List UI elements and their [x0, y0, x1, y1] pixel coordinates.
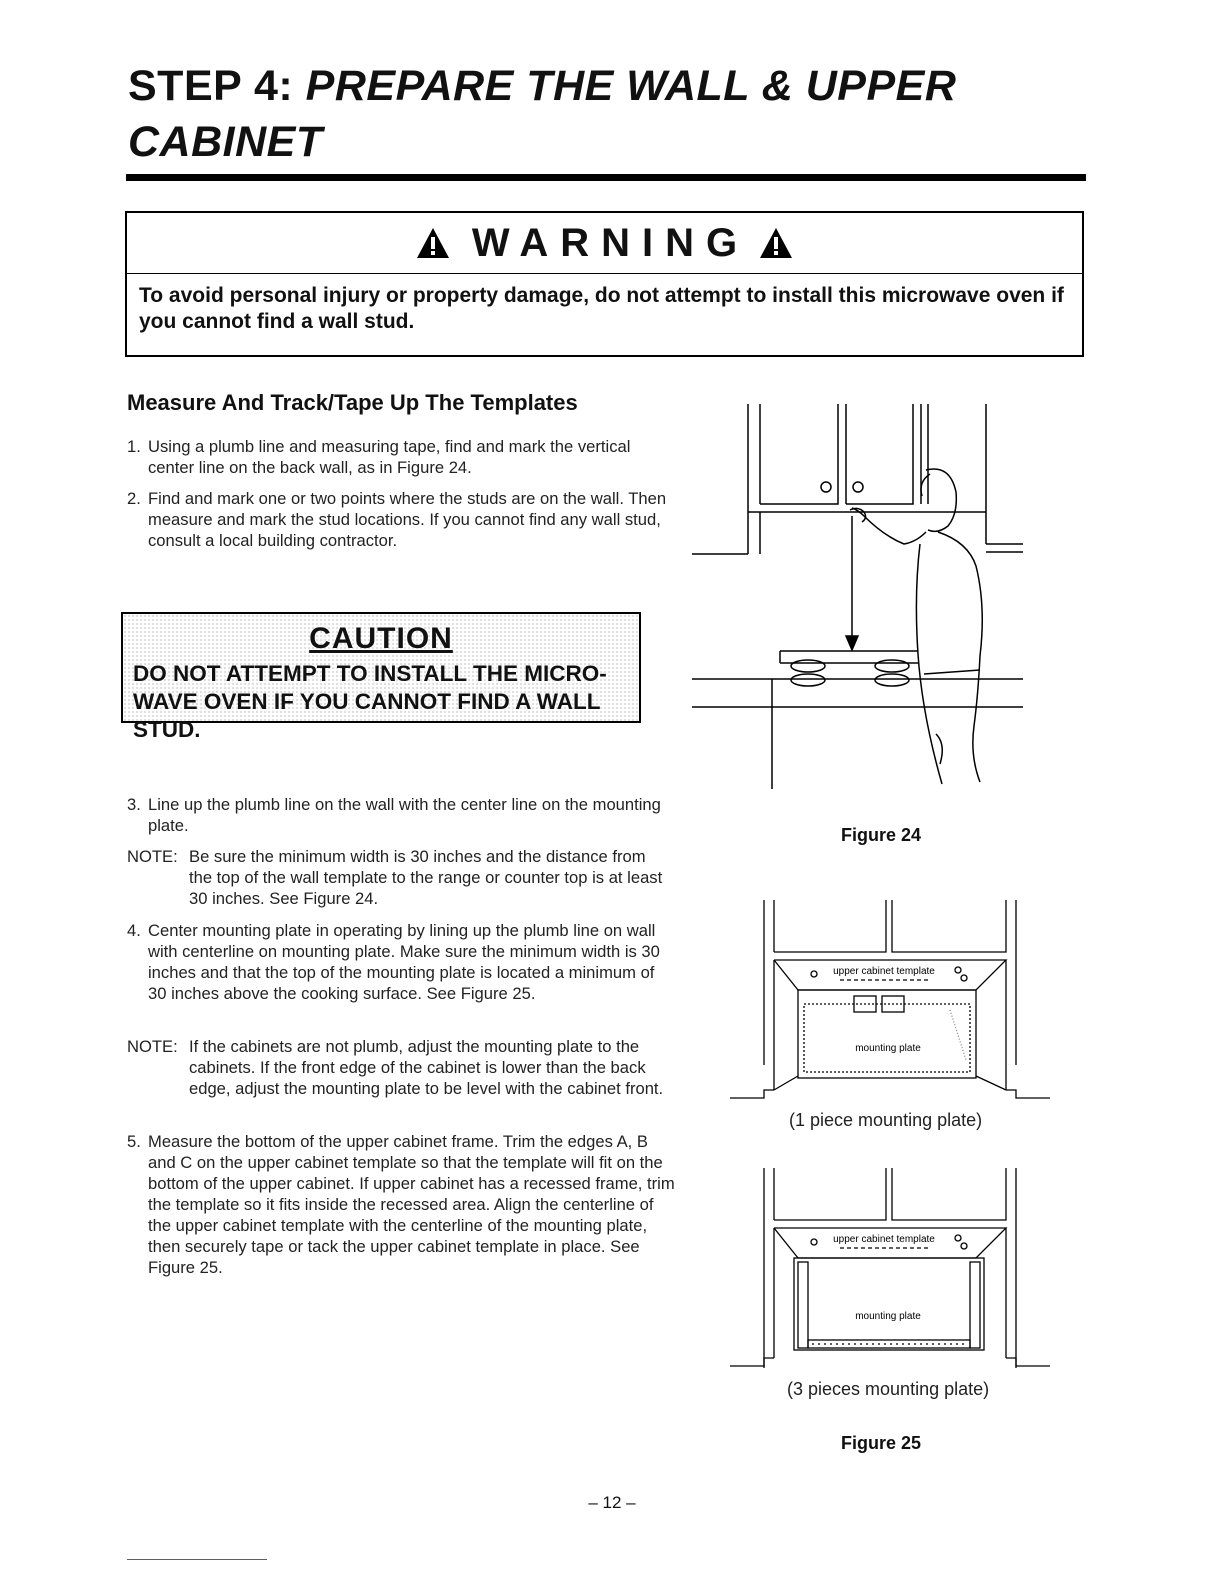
caution-box: [121, 612, 641, 742]
step-number: 1.: [127, 437, 141, 456]
step-text: Using a plumb line and measuring tape, find and mark the vertical center line on the back wall, as in Figure 24.: [148, 437, 631, 477]
step-text: Center mounting plate in operating by lining up the plumb line on wall with centerline on mounting plate. Make sure the minimum width is 30 inches and that the top of the mounting plate is located a minimum of 30 inches above the cooking surface. See Figure 25.: [148, 921, 660, 1003]
step-number: 3.: [127, 795, 141, 814]
note-text: If the cabinets are not plumb, adjust the mounting plate to the cabinets. If the front edge of the cabinet is lower than the back edge, adjust the mounting plate to be level with the cabinet front.: [189, 1037, 664, 1098]
page-number: – 12 –: [588, 1493, 636, 1512]
caution-heading: CAUTION: [309, 622, 453, 655]
step-2: [127, 488, 672, 551]
caution-text: DO NOT ATTEMPT TO INSTALL THE MICRO-WAVE OVEN IF YOU CANNOT FIND A WALL STUD.: [133, 661, 607, 742]
figure-25-subcaption-1: (1 piece mounting plate): [789, 1110, 983, 1130]
step-3: [127, 794, 672, 836]
step-4: [127, 920, 672, 1004]
warning-header: [127, 213, 1082, 274]
step-text: Measure the bottom of the upper cabinet frame. Trim the edges A, B and C on the upper cabinet template so that the template will fit on the bottom of the upper cabinet. If upper cabinet has a recessed frame, trim the template so it fits inside the recessed area. Align the centerline of the upper cabinet template with the centerline of the mounting plate, then securely tape or tack the upper cabinet template in place. See Figure 25.: [148, 1132, 675, 1277]
title-rule: [126, 174, 1086, 181]
note-2: [127, 1036, 672, 1099]
note-label: NOTE:: [127, 1037, 178, 1056]
title-prefix: STEP 4:: [128, 62, 294, 110]
footer-line: [127, 1559, 267, 1560]
warning-text: To avoid personal injury or property damage, do not attempt to install this microwave oven if you cannot find a wall stud.: [139, 284, 1064, 333]
figure-24-caption: Figure 24: [841, 825, 922, 845]
warning-box: [125, 211, 1084, 357]
step-5: [127, 1131, 675, 1278]
section-heading: Measure And Track/Tape Up The Templates: [127, 390, 578, 415]
warning-heading: WARNING: [471, 220, 750, 265]
step-number: 4.: [127, 921, 141, 940]
step-1: [127, 436, 672, 478]
step-text: Find and mark one or two points where the studs are on the wall. Then measure and mark the stud locations. If you cannot find any wall stud, consult a local building contractor.: [148, 489, 667, 550]
page-title: [128, 58, 1088, 170]
figure-24-illustration: [688, 404, 1033, 794]
step-number: 5.: [127, 1132, 141, 1151]
note-label: NOTE:: [127, 847, 178, 866]
figure-25-subcaption-2: (3 pieces mounting plate): [787, 1379, 990, 1399]
upper-cabinet-template-label: upper cabinet template: [833, 966, 935, 977]
figure-25-caption: Figure 25: [841, 1433, 922, 1453]
warning-triangle-icon: [416, 227, 450, 259]
mounting-plate-label: mounting plate: [855, 1311, 921, 1322]
step-number: 2.: [127, 489, 141, 508]
figure-25-three-pieces-illustration: [730, 1168, 1060, 1380]
figure-25-one-piece-illustration: [730, 900, 1060, 1110]
warning-triangle-icon: [759, 227, 793, 259]
note-1: [127, 846, 672, 909]
upper-cabinet-template-label: upper cabinet template: [833, 1234, 935, 1245]
title-line2: CABINET: [128, 118, 323, 166]
note-text: Be sure the minimum width is 30 inches and the distance from the top of the wall template to the range or counter top is at least 30 inches. See Figure 24.: [189, 847, 663, 908]
title-line1: PREPARE THE WALL & UPPER: [305, 62, 957, 110]
mounting-plate-label: mounting plate: [855, 1043, 921, 1054]
step-text: Line up the plumb line on the wall with the center line on the mounting plate.: [148, 795, 661, 835]
